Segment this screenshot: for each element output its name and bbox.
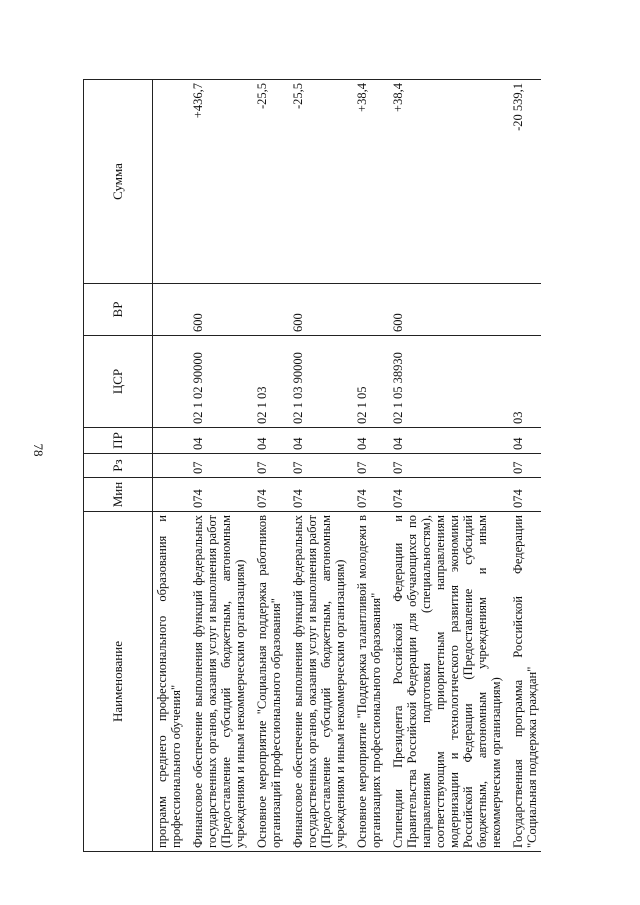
header-min: Мин: [84, 478, 153, 512]
page-number: 78: [31, 443, 46, 457]
header-pr: ПР: [84, 428, 153, 454]
cell-vr: [505, 284, 541, 336]
cell-min: 074: [505, 478, 541, 512]
cell-name: Стипендии Президента Российской Федерации и Правительства Российской Федерации для обучающихся по направлениям подготовки (специальностям), соответствующим приоритетным направлениям модернизации и технологического развития экономики Российской Федерации (Предоставление субсидий бюджетным, автономным учреждениям и иным некоммерческим организациям): [385, 512, 505, 852]
cell-name: Финансовое обеспечение выполнения функций федеральных государственных органов, оказания услуг и выполнения работ (Предоставление субсидий бюджетным, автономным учреждениям и иным некоммерческим организациям): [285, 512, 349, 852]
cell-rz: 07: [385, 454, 505, 478]
cell-sum: -20 539,1: [505, 80, 541, 284]
cell-min: [153, 478, 186, 512]
budget-table: [83, 79, 541, 852]
cell-min: 074: [285, 478, 349, 512]
table-row: [505, 80, 541, 852]
cell-rz: 07: [249, 454, 285, 478]
cell-vr: 600: [185, 284, 249, 336]
cell-vr: 600: [285, 284, 349, 336]
cell-pr: 04: [349, 428, 385, 454]
cell-min: 074: [249, 478, 285, 512]
cell-name: Основное мероприятие "Поддержка талантливой молодежи в организациях профессионального образования": [349, 512, 385, 852]
cell-min: 074: [185, 478, 249, 512]
cell-pr: [153, 428, 186, 454]
cell-csr: 02 1 02 90000: [185, 336, 249, 428]
cell-rz: 07: [285, 454, 349, 478]
cell-name: Основное мероприятие "Социальная поддержка работников организаций профессионального образования": [249, 512, 285, 852]
cell-rz: 07: [349, 454, 385, 478]
cell-vr: [153, 284, 186, 336]
cell-sum: +38,4: [385, 80, 505, 284]
cell-sum: +436,7: [185, 80, 249, 284]
table-header-row: [84, 80, 153, 852]
header-rz: Рз: [84, 454, 153, 478]
table-row: [285, 80, 349, 852]
cell-pr: 04: [185, 428, 249, 454]
cell-pr: 04: [249, 428, 285, 454]
cell-sum: +38,4: [349, 80, 385, 284]
cell-sum: -25,5: [249, 80, 285, 284]
cell-name: Финансовое обеспечение выполнения функций федеральных государственных органов, оказания услуг и выполнения работ (Предоставление субсидий бюджетным, автономным учреждениям и иным некоммерческим организациям): [185, 512, 249, 852]
budget-table-rotated: [83, 80, 613, 852]
cell-rz: [153, 454, 186, 478]
cell-name: программ среднего профессионального образования и профессионального обучения": [153, 512, 186, 852]
table-row: [385, 80, 505, 852]
header-vr: ВР: [84, 284, 153, 336]
header-csr: ЦСР: [84, 336, 153, 428]
cell-csr: 03: [505, 336, 541, 428]
cell-min: 074: [349, 478, 385, 512]
cell-vr: 600: [385, 284, 505, 336]
cell-csr: 02 1 03: [249, 336, 285, 428]
cell-sum: [153, 80, 186, 284]
cell-vr: [349, 284, 385, 336]
table-row: [153, 80, 186, 852]
cell-csr: 02 1 03 90000: [285, 336, 349, 428]
cell-rz: 07: [185, 454, 249, 478]
table-row: [349, 80, 385, 852]
cell-csr: 02 1 05 38930: [385, 336, 505, 428]
cell-pr: 04: [505, 428, 541, 454]
cell-min: 074: [385, 478, 505, 512]
cell-vr: [249, 284, 285, 336]
cell-csr: 02 1 05: [349, 336, 385, 428]
header-sum: Сумма: [84, 80, 153, 284]
cell-pr: 04: [385, 428, 505, 454]
table-row: [185, 80, 249, 852]
cell-rz: 07: [505, 454, 541, 478]
cell-name: Государственная программа Российской Федерации "Социальная поддержка граждан": [505, 512, 541, 852]
header-name: Наименование: [84, 512, 153, 852]
table-row: [249, 80, 285, 852]
cell-pr: 04: [285, 428, 349, 454]
cell-csr: [153, 336, 186, 428]
cell-sum: -25,5: [285, 80, 349, 284]
